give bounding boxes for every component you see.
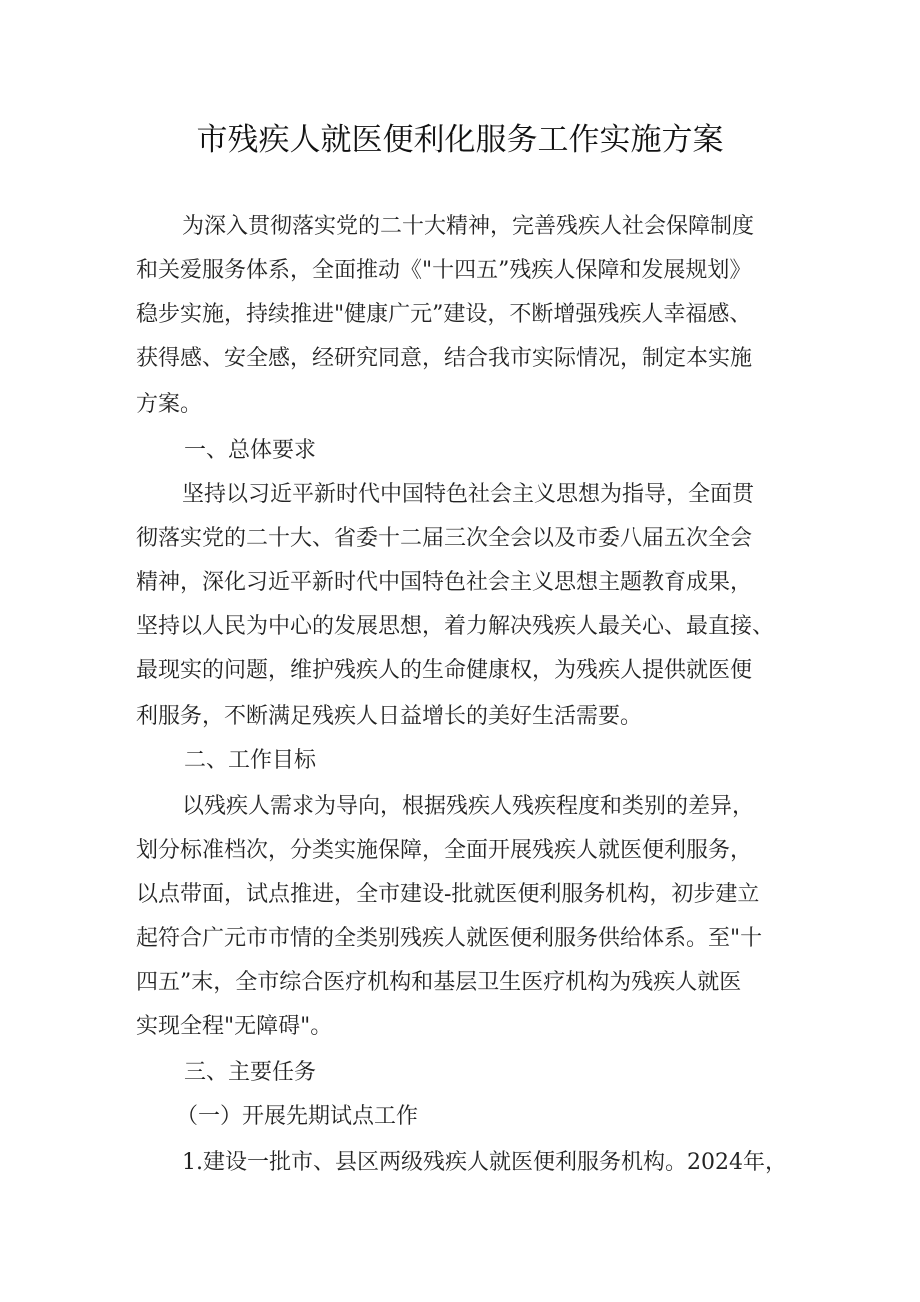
paragraph-line: 精神，深化习近平新时代中国特色社会主义思想主题教育成果，: [136, 570, 753, 595]
paragraph-line: 1.建设一批市、县区两级残疾人就医便利服务机构。2024年，: [182, 1150, 787, 1175]
paragraph-line: 稳步实施，持续推进"健康广元”建设，不断增强残疾人幸福感、: [136, 302, 752, 327]
subsection-heading: （一）开展先期试点工作: [176, 1104, 419, 1129]
paragraph-line: 利服务，不断满足残疾人日益增长的美好生活需要。: [136, 704, 643, 729]
paragraph-line: 起符合广元市市情的全类别残疾人就医便利服务供给体系。至"十: [136, 926, 763, 951]
paragraph-line: 最现实的问题，维护残疾人的生命健康权，为残疾人提供就医便: [136, 658, 753, 683]
paragraph-line: 获得感、安全感，经研究同意，结合我市实际情况，制定本实施: [136, 346, 753, 371]
paragraph-line: 实现全程"无障碍"。: [136, 1014, 333, 1039]
section-heading: 二、工作目标: [184, 748, 317, 773]
paragraph-line: 坚持以人民为中心的发展思想，着力解决残疾人最关心、最直接、: [136, 614, 775, 639]
paragraph-line: 方案。: [136, 392, 203, 417]
paragraph-line: 以残疾人需求为导向，根据残疾人残疾程度和类别的差异，: [182, 794, 755, 819]
paragraph-line: 和关爱服务体系，全面推动《"十四五”残疾人保障和发展规划》: [136, 258, 752, 283]
document-title: 市残疾人就医便利化服务工作实施方案: [196, 122, 724, 158]
paragraph-line: 彻落实党的二十大、省委十二届三次全会以及市委八届五次全会: [136, 526, 753, 551]
section-heading: 一、总体要求: [184, 438, 317, 463]
paragraph-line: 坚持以习近平新时代中国特色社会主义思想为指导，全面贯: [182, 482, 755, 507]
paragraph-line: 四五”末，全市综合医疗机构和基层卫生医疗机构为残疾人就医: [136, 970, 742, 995]
section-heading: 三、主要任务: [184, 1060, 317, 1085]
paragraph-line: 划分标准档次，分类实施保障，全面开展残疾人就医便利服务，: [136, 838, 753, 863]
paragraph-line: 为深入贯彻落实党的二十大精神，完善残疾人社会保障制度: [182, 214, 755, 239]
paragraph-line: 以点带面，试点推进，全市建设-批就医便利服务机构，初步建立: [136, 882, 760, 907]
